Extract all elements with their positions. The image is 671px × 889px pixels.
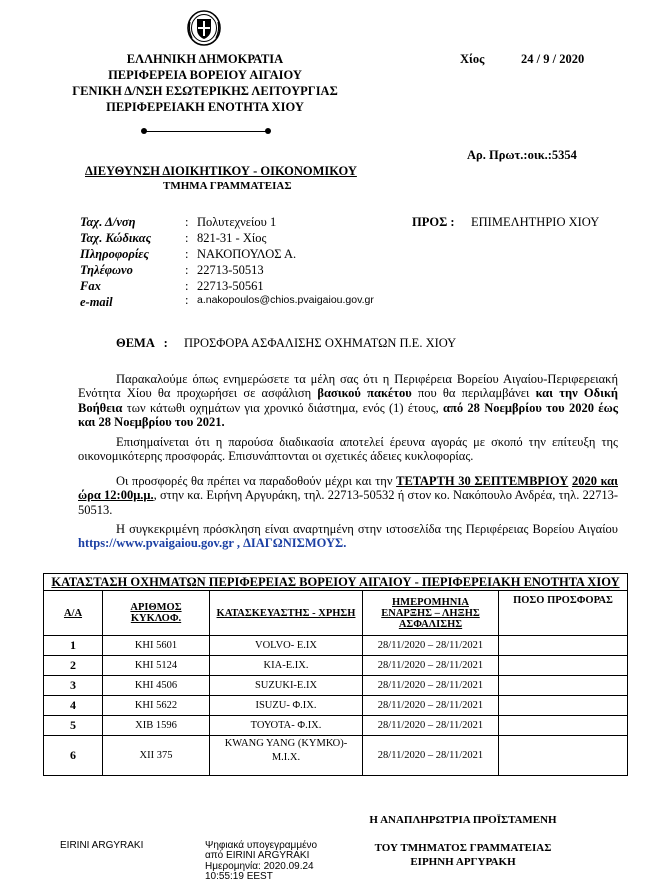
protocol-number: Αρ. Πρωτ.:οικ.:5354 <box>467 148 577 162</box>
body-p1-text-2: που θα περιλαμβάνει <box>417 386 530 401</box>
department: ΤΜΗΜΑ ΓΡΑΜΜΑΤΕΙΑΣ <box>163 180 292 192</box>
body-paragraph-1 <box>78 372 618 430</box>
info-label-fax: Fax <box>80 279 101 293</box>
table-row <box>44 716 628 736</box>
info-colon: : <box>185 215 189 229</box>
header-line-4: ΠΕΡΙΦΕΡΕΙΑΚΗ ΕΝΟΤΗΤΑ ΧΙΟΥ <box>106 100 304 114</box>
row-dates: 28/11/2020 – 28/11/2021 <box>363 696 499 716</box>
table-title-row <box>44 574 628 591</box>
info-label-phone: Τηλέφωνο <box>80 263 133 277</box>
info-colon: : <box>185 263 189 277</box>
row-plate: ΧΙΒ 1596 <box>103 716 210 736</box>
row-amount[interactable] <box>499 696 628 716</box>
info-colon: : <box>185 293 189 307</box>
row-amount[interactable] <box>499 716 628 736</box>
row-plate: ΚΗΙ 5124 <box>103 656 210 676</box>
body-p3-text-2: , στην κα. Ειρήνη Αργυράκη, τηλ. 22713-50532 ή στον κο. Νακόπουλο Ανδρέα, τηλ. 22713-50513. <box>78 488 618 517</box>
divider-dot-left <box>141 128 147 134</box>
header-make: ΚΑΤΑΣΚΕΥΑΣΤΗΣ - ΧΡΗΣΗ <box>210 591 363 636</box>
info-value-address: Πολυτεχνείου 1 <box>197 215 277 229</box>
table-header-row <box>44 591 628 636</box>
signature-role-2: ΤΟΥ ΤΜΗΜΑΤΟΣ ΓΡΑΜΜΑΤΕΙΑΣ <box>374 842 552 854</box>
signature-role-1: Η ΑΝΑΠΛΗΡΩΤΡΙΑ ΠΡΟΪΣΤΑΜΕΝΗ <box>369 814 557 826</box>
body-paragraph-2 <box>78 435 618 464</box>
row-plate: ΚΗΙ 5622 <box>103 696 210 716</box>
row-make: SUZUKI-Ε.ΙΧ <box>210 676 363 696</box>
digital-signature-line-1: Ψηφιακά υπογεγραμμένο <box>205 840 318 851</box>
recipient-value: ΕΠΙΜΕΛΗΤΗΡΙΟ ΧΙΟΥ <box>471 215 600 229</box>
body-paragraph-3 <box>78 474 618 517</box>
subject-value: ΠΡΟΣΦΟΡΑ ΑΣΦΑΛΙΣΗΣ ΟΧΗΜΑΤΩΝ Π.Ε. ΧΙΟΥ <box>184 336 457 350</box>
info-colon: : <box>185 247 189 261</box>
row-aa: 4 <box>44 696 103 716</box>
header-line-2: ΠΕΡΙΦΕΡΕΙΑ ΒΟΡΕΙΟΥ ΑΙΓΑΙΟΥ <box>108 68 302 82</box>
row-aa: 3 <box>44 676 103 696</box>
info-label-email: e-mail <box>80 295 113 309</box>
directorate: ΔΙΕΥΘΥΝΣΗ ΔΙΟΙΚΗΤΙΚΟΥ - ΟΙΚΟΝΟΜΙΚΟΥ <box>85 164 357 178</box>
subject-label: ΘΕΜΑ : <box>116 336 168 350</box>
info-value-phone: 22713-50513 <box>197 263 264 277</box>
recipient-label: ΠΡΟΣ : <box>412 215 455 229</box>
body-p2-text: Επισημαίνεται ότι η παρούσα διαδικασία αποτελεί έρευνα αγοράς με σκοπό την επίτευξη της οικονομικότερης προσφοράς. Επισυνάπτονται οι σχετικές άδειες κυκλοφορίας. <box>78 435 618 464</box>
header-amount: ΠΟΣΟ ΠΡΟΣΦΟΡΑΣ <box>499 591 628 636</box>
info-colon: : <box>185 231 189 245</box>
row-plate: ΚΗΙ 4506 <box>103 676 210 696</box>
row-dates: 28/11/2020 – 28/11/2021 <box>363 636 499 656</box>
row-plate: ΧΙΙ 375 <box>103 736 210 776</box>
header-divider <box>145 131 268 132</box>
row-aa: 6 <box>44 736 103 776</box>
signature-name: ΕΙΡΗΝΗ ΑΡΓΥΡΑΚΗ <box>410 856 516 868</box>
digital-signature-line-3: Ημερομηνία: 2020.09.24 <box>205 861 314 872</box>
row-make: KWANG YANG (ΚΥΜΚΟ)- Μ.Ι.Χ. <box>210 736 363 776</box>
row-dates: 28/11/2020 – 28/11/2021 <box>363 676 499 696</box>
info-value-postcode: 821-31 - Χίος <box>197 231 267 245</box>
row-make: ISUZU- Φ.ΙΧ. <box>210 696 363 716</box>
body-p3-bold-1: ΤΕΤΑΡΤΗ 30 ΣΕΠΤΕΜΒΡΙΟΥ <box>396 474 569 488</box>
row-aa: 1 <box>44 636 103 656</box>
row-make: ΚΙΑ-Ε.ΙΧ. <box>210 656 363 676</box>
greek-emblem-icon <box>186 8 222 46</box>
body-p3-text-1: Οι προσφορές θα πρέπει να παραδοθούν μέχρι και την <box>116 474 393 488</box>
table-row <box>44 636 628 656</box>
row-amount[interactable] <box>499 636 628 656</box>
body-p4-text: Η συγκεκριμένη πρόσκληση είναι αναρτημένη στην ιστοσελίδα της Περιφέρειας Βορείου Αιγαίου <box>116 522 618 536</box>
body-p1-text-1: Παρακαλούμε όπως ενημερώσετε τα μέλη σας ότι η Περιφέρεια Βορείου Αιγαίου-Περιφερειακή Ενότητα Χίου θα προχωρήσει σε ασφάλιση <box>78 372 618 401</box>
header-aa: Α/Α <box>44 591 103 636</box>
row-make: VOLVO- Ε.ΙΧ <box>210 636 363 656</box>
info-colon: : <box>185 279 189 293</box>
table-row <box>44 696 628 716</box>
digital-signature-line-2: από EIRINI ARGYRAKI <box>205 850 310 861</box>
row-aa: 2 <box>44 656 103 676</box>
divider-dot-right <box>265 128 271 134</box>
body-p1-bold-3: από 28 Νοεμβρίου του 2020 έως και 28 Νοεμβρίου του 2021. <box>78 400 619 430</box>
table-title: ΚΑΤΑΣΤΑΣΗ ΟΧΗΜΑΤΩΝ ΠΕΡΙΦΕΡΕΙΑΣ ΒΟΡΕΙΟΥ ΑΙΓΑΙΟΥ - ΠΕΡΙΦΕΡΕΙΑΚΗ ΕΝΟΤΗΤΑ ΧΙΟΥ <box>44 574 628 591</box>
row-make: ΤΟΥΟΤΑ- Φ.ΙΧ. <box>210 716 363 736</box>
table-row <box>44 656 628 676</box>
row-dates: 28/11/2020 – 28/11/2021 <box>363 656 499 676</box>
digital-signature-name: EIRINI ARGYRAKI <box>60 840 144 851</box>
digital-signature-line-4: 10:55:19 EEST <box>205 871 273 882</box>
row-dates: 28/11/2020 – 28/11/2021 <box>363 736 499 776</box>
website-link[interactable]: https://www.pvaigaiou.gov.gr , ΔΙΑΓΩΝΙΣΜΟΥΣ. <box>78 536 347 551</box>
place: Χίος <box>460 52 485 66</box>
row-aa: 5 <box>44 716 103 736</box>
table-row <box>44 676 628 696</box>
body-p3-bold-2: 2020 και ώρα 12:00μ.μ. <box>78 474 618 503</box>
body-p1-bold-2: και την Οδική Βοήθεια <box>78 386 618 415</box>
row-plate: ΚΗΙ 5601 <box>103 636 210 656</box>
row-amount[interactable] <box>499 736 628 776</box>
body-p1-text-3: των κάτωθι οχημάτων για χρονικό διάστημα, ενός (1) έτους, <box>126 400 439 415</box>
body-paragraph-4 <box>78 522 618 551</box>
table-row <box>44 736 628 776</box>
date: 24 / 9 / 2020 <box>521 52 585 66</box>
header-plate: ΑΡΙΘΜΟΣ ΚΥΚΛΟΦ. <box>103 591 210 636</box>
header-line-1: ΕΛΛΗΝΙΚΗ ΔΗΜΟΚΡΑΤΙΑ <box>126 52 284 66</box>
info-value-fax: 22713-50561 <box>197 279 264 293</box>
info-value-contact: ΝΑΚΟΠΟΥΛΟΣ Α. <box>197 247 297 261</box>
info-label-postcode: Ταχ. Κώδικας <box>80 231 152 245</box>
row-amount[interactable] <box>499 676 628 696</box>
header-line-3: ΓΕΝΙΚΗ Δ/ΝΣΗ ΕΣΩΤΕΡΙΚΗΣ ΛΕΙΤΟΥΡΓΙΑΣ <box>72 84 338 98</box>
info-label-contact: Πληροφορίες <box>80 247 149 261</box>
header-dates: ΗΜΕΡΟΜΗΝΙΑ ΕΝΑΡΞΗΣ – ΛΗΞΗΣ ΑΣΦΑΛΙΣΗΣ <box>363 591 499 636</box>
body-p1-bold-1: βασικού πακέτου <box>317 386 412 401</box>
row-dates: 28/11/2020 – 28/11/2021 <box>363 716 499 736</box>
vehicles-table <box>43 573 628 776</box>
info-value-email[interactable]: a.nakopoulos@chios.pvaigaiou.gov.gr <box>197 294 374 306</box>
row-amount[interactable] <box>499 656 628 676</box>
info-label-address: Ταχ. Δ/νση <box>80 215 136 229</box>
